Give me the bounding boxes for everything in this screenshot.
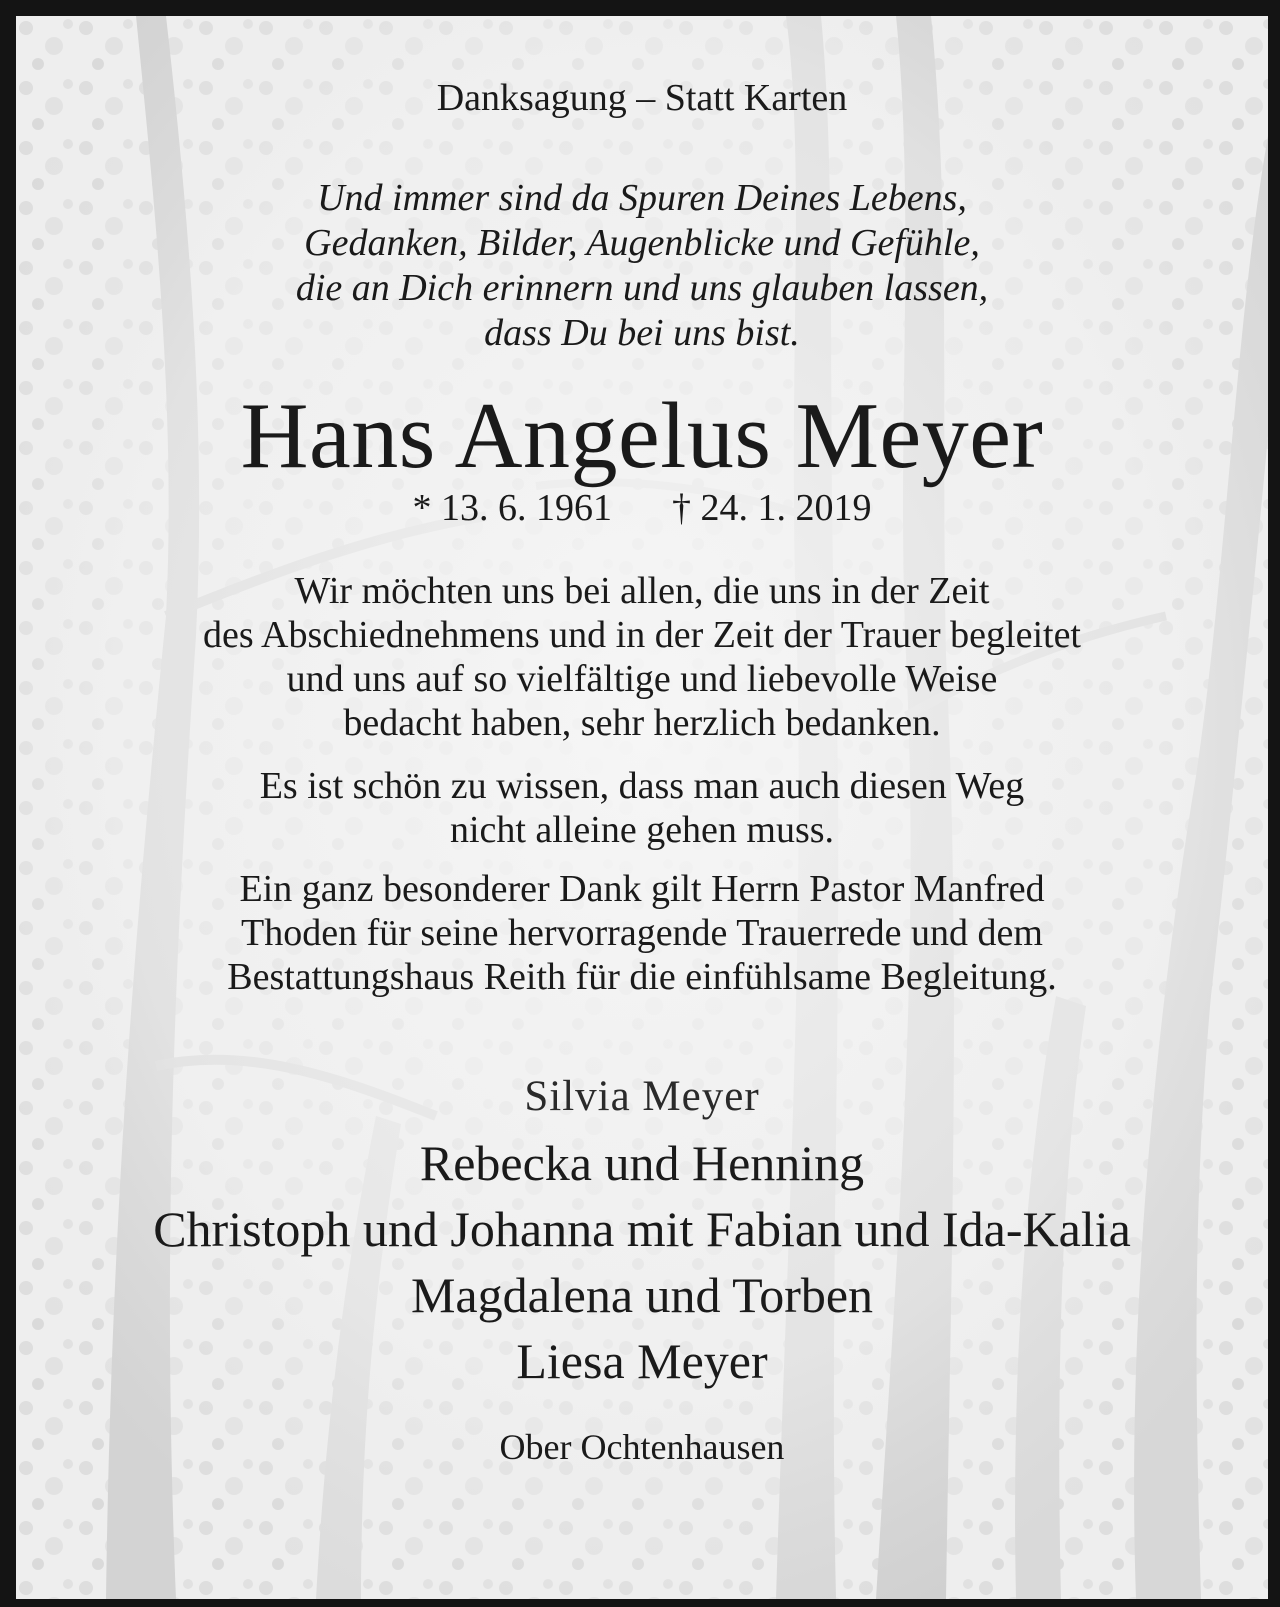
paragraph-line: und uns auf so vielfältige und liebevolle Weise [286,658,998,700]
paragraph-line: des Abschiednehmens und in der Zeit der Trauer begleitet [202,614,1081,656]
paragraph-line: Ein ganz besonderer Dank gilt Herrn Pastor Manfred [239,868,1045,910]
family-signatures [16,1064,1268,1394]
family-member: Liesa Meyer [516,1333,768,1389]
poem-line: dass Du bei uns bist. [484,312,800,354]
paragraph-line: Thoden für seine hervorragende Trauerrede und dem [241,912,1043,954]
notice-header: Danksagung – Statt Karten [436,77,848,119]
family-member: Christoph und Johanna mit Fabian und Ida-Kalia [153,1201,1131,1257]
paragraph-line: Bestattungshaus Reith für die einfühlsame Begleitung. [227,956,1057,998]
place-name: Ober Ochtenhausen [499,1427,785,1467]
birth-date: * 13. 6. 1961 [412,487,612,529]
notice-text [16,16,1268,1599]
family-member: Silvia Meyer [524,1073,760,1120]
thanks-paragraph-1 [16,569,1268,745]
thanks-paragraph-2 [16,764,1268,852]
poem-line: die an Dich erinnern und uns glauben lassen, [295,267,989,309]
paragraph-line: bedacht haben, sehr herzlich bedanken. [343,702,941,744]
paragraph-line: Es ist schön zu wissen, dass man auch diesen Weg [259,765,1025,807]
family-member: Magdalena und Torben [410,1267,874,1323]
paragraph-line: nicht alleine gehen muss. [449,809,835,851]
poem-line: Gedanken, Bilder, Augenblicke und Gefühle, [304,222,980,264]
death-date: † 24. 1. 2019 [672,487,872,529]
thanks-paragraph-3 [16,867,1268,999]
poem [16,176,1268,356]
life-dates [16,486,1268,530]
poem-line: Und immer sind da Spuren Deines Lebens, [317,177,967,219]
family-member: Rebecka und Henning [419,1135,865,1191]
deceased-name: Hans Angelus Meyer [240,384,1044,488]
paragraph-line: Wir möchten uns bei allen, die uns in der Zeit [294,570,990,612]
